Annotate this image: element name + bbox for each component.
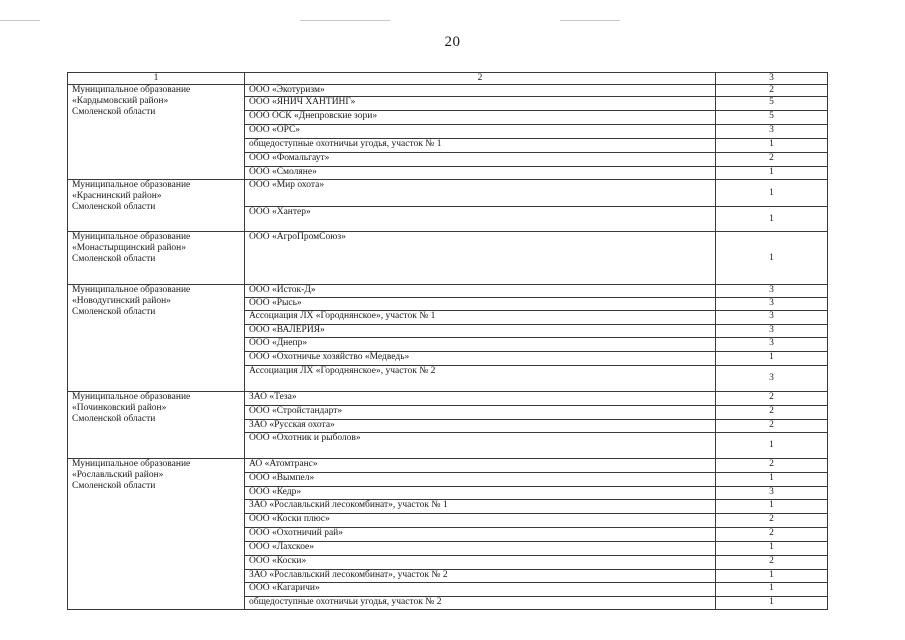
organization-cell: общедоступные охотничьи угодья, участок № 1: [245, 139, 716, 153]
count-cell: 1: [716, 180, 828, 207]
organization-cell: ООО «Днепр»: [245, 338, 716, 352]
organization-cell: АО «Атомтранс»: [245, 459, 716, 473]
count-cell: 1: [716, 500, 828, 514]
organization-cell: ООО «Стройстандарт»: [245, 406, 716, 420]
count-cell: 3: [716, 366, 828, 392]
organization-cell: ЗАО «Рославльский лесокомбинат», участок № 2: [245, 570, 716, 583]
count-cell: 1: [716, 232, 828, 285]
organization-cell: ООО ОСК «Днепровские зори»: [245, 111, 716, 125]
organization-cell: ООО «Кагаричи»: [245, 583, 716, 597]
organization-cell: ООО «ОРС»: [245, 125, 716, 139]
count-cell: 2: [716, 392, 828, 406]
header-cell: 2: [245, 73, 716, 85]
count-cell: 1: [716, 542, 828, 556]
header-cell: 3: [716, 73, 828, 85]
table-row: [68, 459, 828, 473]
scan-mark: [0, 20, 40, 21]
header-cell: 1: [68, 73, 245, 85]
organization-cell: ООО «Охотничий рай»: [245, 528, 716, 542]
table-row: [68, 85, 828, 97]
organization-cell: ООО «Коски»: [245, 556, 716, 570]
region-cell: Муниципальное образование «Кардымовский район» Смоленской области: [68, 85, 245, 180]
organization-cell: Ассоциация ЛХ «Городнянское», участок № 1: [245, 311, 716, 325]
organization-cell: ООО «Мир охота»: [245, 180, 716, 207]
organization-cell: общедоступные охотничьи угодья, участок № 2: [245, 597, 716, 610]
organization-cell: ЗАО «Теза»: [245, 392, 716, 406]
header-row: [68, 73, 828, 85]
region-cell: Муниципальное образование «Краснинский район» Смоленской области: [68, 180, 245, 232]
organization-cell: ООО «Вымпел»: [245, 473, 716, 487]
data-table: [67, 72, 828, 610]
organization-cell: ООО «Кедр»: [245, 487, 716, 500]
count-cell: 1: [716, 352, 828, 366]
count-cell: 3: [716, 298, 828, 311]
organization-cell: ООО «Исток-Д»: [245, 285, 716, 298]
table-row: [68, 285, 828, 298]
count-cell: 5: [716, 111, 828, 125]
organization-cell: ООО «Хантер»: [245, 207, 716, 232]
scan-mark: [300, 20, 390, 21]
organization-cell: ООО «ЯНИЧ ХАНТИНГ»: [245, 97, 716, 111]
count-cell: 2: [716, 528, 828, 542]
organization-cell: ООО «ВАЛЕРИЯ»: [245, 325, 716, 338]
table-row: [68, 392, 828, 406]
organization-cell: ООО «Охотничье хозяйство «Медведь»: [245, 352, 716, 366]
count-cell: 5: [716, 97, 828, 111]
organization-cell: ООО «Экотуризм»: [245, 85, 716, 97]
count-cell: 2: [716, 459, 828, 473]
organization-cell: ООО «Охотник и рыболов»: [245, 433, 716, 459]
count-cell: 3: [716, 325, 828, 338]
organization-cell: ООО «Смоляне»: [245, 167, 716, 180]
count-cell: 3: [716, 285, 828, 298]
table-row: [68, 232, 828, 285]
region-cell: Муниципальное образование «Рославльский район» Смоленской области: [68, 459, 245, 610]
scan-mark: [560, 20, 620, 21]
organization-cell: ООО «Фомальгаут»: [245, 153, 716, 167]
count-cell: 2: [716, 556, 828, 570]
count-cell: 1: [716, 597, 828, 610]
count-cell: 3: [716, 311, 828, 325]
count-cell: 1: [716, 167, 828, 180]
count-cell: 1: [716, 433, 828, 459]
region-cell: Муниципальное образование «Починковский район» Смоленской области: [68, 392, 245, 459]
count-cell: 1: [716, 583, 828, 597]
organization-cell: ЗАО «Рославльский лесокомбинат», участок № 1: [245, 500, 716, 514]
count-cell: 2: [716, 514, 828, 528]
organization-cell: ООО «Рысь»: [245, 298, 716, 311]
count-cell: 2: [716, 420, 828, 433]
count-cell: 2: [716, 406, 828, 420]
count-cell: 3: [716, 125, 828, 139]
count-cell: 3: [716, 338, 828, 352]
count-cell: 1: [716, 473, 828, 487]
count-cell: 3: [716, 487, 828, 500]
region-cell: Муниципальное образование «Монастырщинский район» Смоленской области: [68, 232, 245, 285]
organization-cell: ЗАО «Русская охота»: [245, 420, 716, 433]
count-cell: 2: [716, 85, 828, 97]
count-cell: 2: [716, 153, 828, 167]
organization-cell: ООО «АгроПромСоюз»: [245, 232, 716, 285]
organization-cell: ООО «Лахское»: [245, 542, 716, 556]
organization-cell: ООО «Коски плюс»: [245, 514, 716, 528]
table-row: [68, 180, 828, 207]
count-cell: 1: [716, 139, 828, 153]
page-number: 20: [444, 34, 461, 50]
count-cell: 1: [716, 570, 828, 583]
region-cell: Муниципальное образование «Новодугинский район» Смоленской области: [68, 285, 245, 392]
organization-cell: Ассоциация ЛХ «Городнянское», участок № 2: [245, 366, 716, 392]
count-cell: 1: [716, 207, 828, 232]
table-body: [68, 73, 828, 610]
